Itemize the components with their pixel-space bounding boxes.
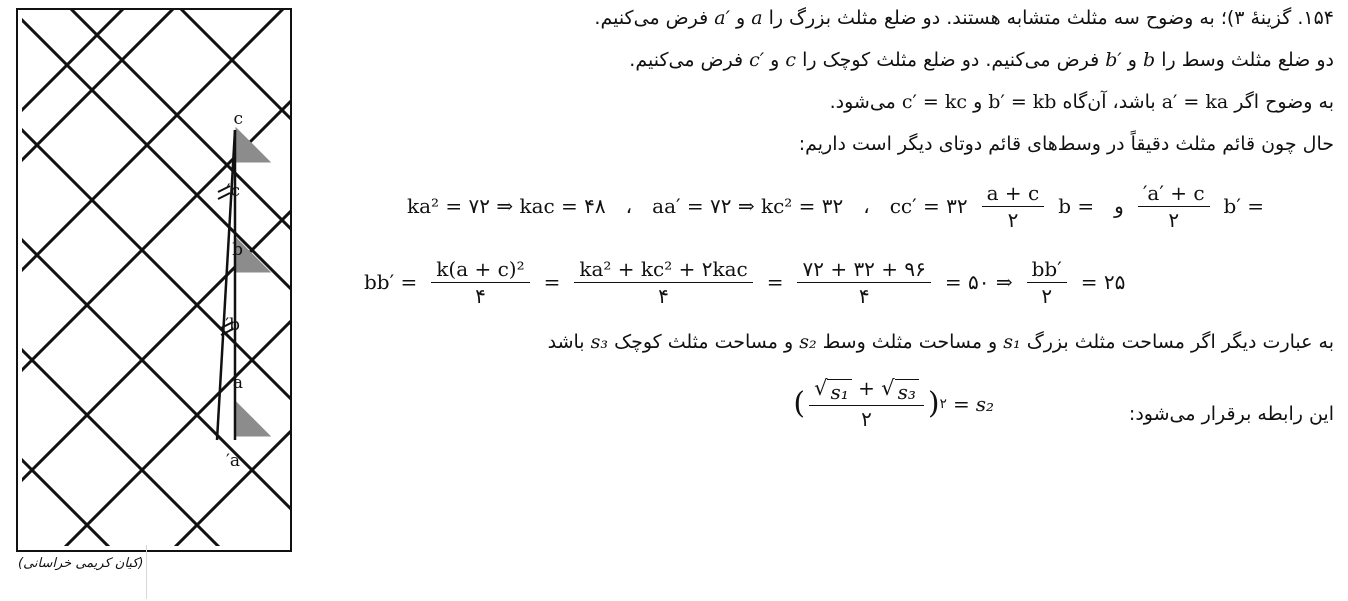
eq2-fraction-3 [797,257,930,308]
eq2-equals-2: = [766,270,784,294]
solution-line-3 [830,90,1334,116]
line2-text-2: فرض می‌کنیم. دو ضلع مثلث کوچک را [802,49,1100,71]
eq2-f4-numerator: bb′ [1027,257,1067,283]
solution-line-1 [594,6,1334,32]
line5-part-d: باشد [547,331,585,353]
formula-plus: + [858,376,875,400]
radical-sign-2: √ [881,376,895,400]
eq1-bprime-label: b′ = [1223,194,1264,218]
sqrt-s3 [881,378,919,404]
line5-part-b: و مساحت مثلث وسط [822,331,998,353]
label-b-prime: b′ [225,315,240,335]
line5-part-c: و مساحت مثلث کوچک [614,331,794,353]
eq2-fraction-1 [431,257,529,308]
eq2-f2-numerator: ka² + kc² + ۲kac [574,257,752,283]
eq2-f2-denominator: ۴ [658,283,669,308]
eq1-cc: cc′ = ۳۲ [889,194,968,218]
eq1-bprime-fraction [1138,181,1210,232]
label-s3: s₃ [590,331,609,353]
line1-math-a-prime: a′ [714,7,730,29]
line2-conjunction-2: و [770,49,780,71]
sqrt-s1 [814,378,852,404]
radical-sign-1: √ [814,376,828,400]
formula-power: ۲ [939,395,947,412]
label-b: b [232,240,243,260]
solution-line-6: این رابطه برقرار می‌شود: [1128,403,1334,425]
equation-row-1 [314,178,1334,234]
line3-head: به وضوح اگر [1234,91,1334,113]
label-a: a [232,373,243,393]
line3-math-2: b′ = kb [988,91,1057,113]
figure-panel [8,6,308,596]
label-s1: s₁ [1003,331,1021,353]
eq1-separator-2: ، [625,194,633,218]
line2-text: دو ضلع مثلث وسط را [1161,49,1334,71]
formula-open-paren: ( [793,386,806,421]
sqrt-s1-radicand: s₁ [827,379,851,404]
eq1-bprime-numerator: a′ + c′ [1138,181,1210,207]
formula-close-paren: ) [927,386,940,421]
line3-tail: می‌شود. [829,91,896,113]
line5-part-a: به عبارت دیگر اگر مساحت مثلث بزرگ [1026,331,1334,353]
geometry-figure [16,8,292,552]
eq2-result: = ۲۵ [1080,270,1126,294]
eq2-fraction-4 [1027,257,1067,308]
solution-line-2 [629,48,1334,74]
line2-math-b: b [1143,49,1156,71]
eq2-f3-denominator: ۴ [858,283,870,308]
solution-text-column [314,0,1334,601]
solution-line-4: حال چون قائم مثلث دقیقاً در وسط‌های قائم دوتای دیگر است داریم: [798,133,1334,155]
label-a-prime: a′ [225,451,240,471]
line2-math-c: c [785,49,797,71]
eq2-f4-denominator: ۲ [1041,283,1053,308]
final-formula [793,376,994,431]
line2-math-b-prime: b′ [1105,49,1122,71]
formula-numerator [809,376,924,406]
line2-tail: فرض می‌کنیم. [629,49,744,71]
eq1-aa: aa′ = ۷۲ ⇒ kc² = ۳۲ [652,194,844,218]
equation-row-2 [314,252,1334,312]
eq1-bprime-denominator: ۲ [1168,207,1180,232]
line3-math-1: a′ = ka [1161,91,1229,113]
eq2-f1-denominator: ۴ [475,283,486,308]
line2-math-c-prime: c′ [749,49,765,71]
line3-mid: باشد، آن‌گاه [1062,91,1156,113]
line1-tail: فرض می‌کنیم. [594,7,709,29]
eq1-b-label: b = [1058,194,1095,218]
formula-rhs: s₂ [975,391,994,416]
line1-conjunction: و [735,7,746,29]
sqrt-s3-radicand: s₃ [895,379,919,404]
line1-text: ۱۵۴. گزینهٔ ۳)؛ به وضوح سه مثلث متشابه هستند. دو ضلع مثلث بزرگ را [768,7,1334,29]
eq2-equals-1: = [543,270,561,294]
formula-fraction [809,376,924,431]
eq1-ka: ka² = ۷۲ ⇒ kac = ۴۸ [406,194,606,218]
line3-and: و [973,91,983,113]
solution-line-5 [548,330,1334,356]
figure-caption: (کیان کریمی خراسانی) [18,556,144,571]
eq1-separator-1: ، [863,194,870,218]
label-s2: s₂ [799,331,817,353]
formula-equals: = [952,391,970,416]
label-c: c [233,109,243,129]
line3-math-3: c′ = kc [901,91,968,113]
eq2-f3-numerator: ۷۲ + ۳۲ + ۹۶ [797,257,930,283]
eq2-lhs: bb′ = [364,270,418,294]
eq1-b-denominator: ۲ [1007,207,1019,232]
formula-denominator: ۲ [861,407,872,431]
geometry-figure-svg [22,10,290,546]
eq2-fraction-2 [574,257,752,308]
label-c-prime: c′ [226,181,240,201]
eq1-b-fraction [982,181,1045,232]
page-fold-line [146,545,147,599]
eq2-f1-numerator: k(a + c)² [431,257,529,283]
eq1-b-numerator: a + c [982,181,1045,207]
line1-math-a: a [751,7,763,29]
eq1-and: و [1114,194,1124,218]
eq2-equals-3: = ۵۰ ⇒ [944,270,1013,294]
line2-conjunction: و [1127,49,1137,71]
